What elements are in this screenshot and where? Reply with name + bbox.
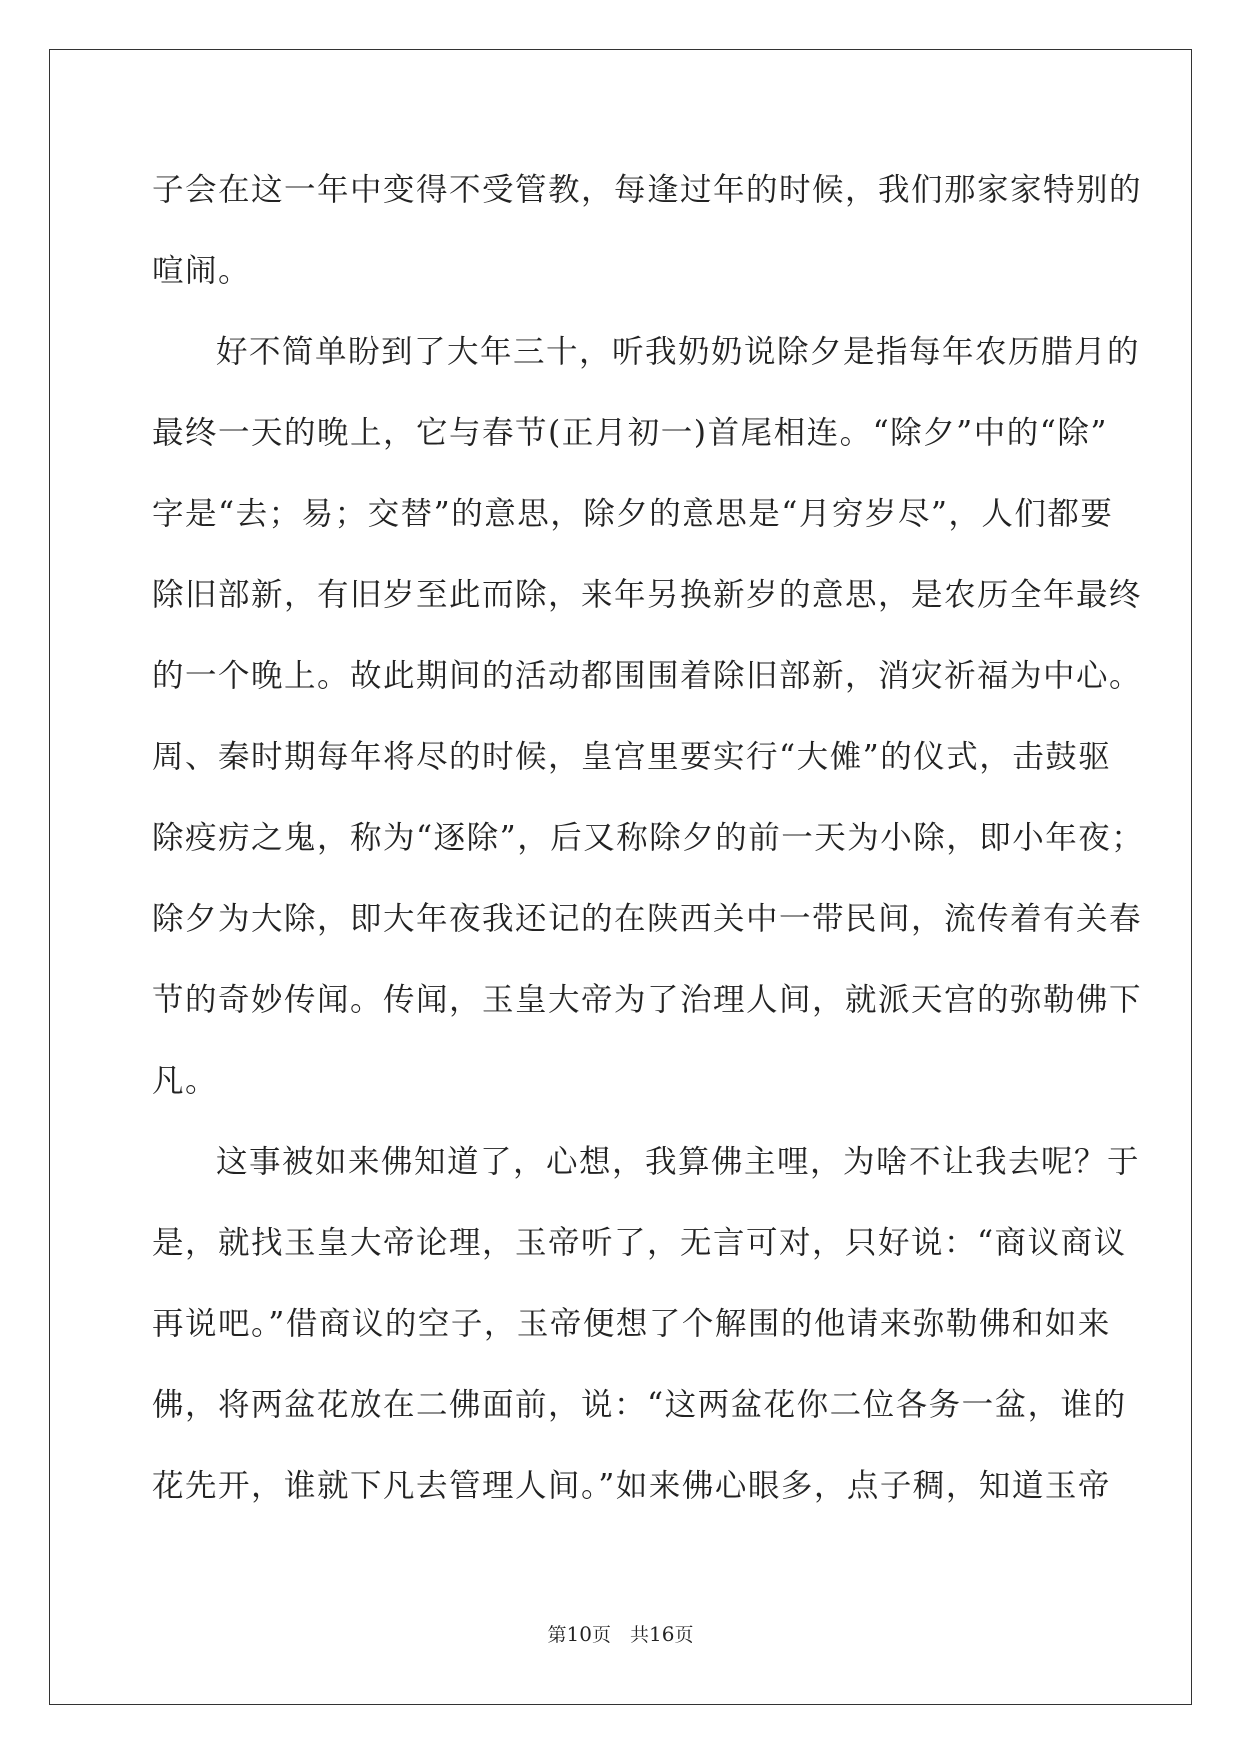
text-line: 花先开，谁就下凡去管理人间。”如来佛心眼多，点子稠，知道玉帝 [152,1468,1111,1504]
text-line: 节的奇妙传闻。传闻，玉皇大帝为了治理人间，就派天宫的弥勒佛下 [152,982,1143,1018]
text-line: 最终一天的晚上，它与春节(正月初一)首尾相连。“除夕”中的“除” [152,415,1108,451]
text-line: 再说吧。”借商议的空子，玉帝便想了个解围的他请来弥勒佛和如来 [152,1306,1111,1342]
text-line: 这事被如来佛知道了，心想，我算佛主哩，为啥不让我去呢？于 [216,1144,1141,1180]
text-line: 除旧部新，有旧岁至此而除，来年另换新岁的意思，是农历全年最终 [152,577,1143,613]
text-line: 的一个晚上。故此期间的活动都围围着除旧部新，消灾祈福为中心。 [152,658,1143,694]
text-line: 除夕为大除，即大年夜我还记的在陕西关中一带民间，流传着有关春 [152,901,1143,937]
text-line: 周、秦时期每年将尽的时候，皇宫里要实行“大傩”的仪式，击鼓驱 [152,739,1112,775]
text-line: 除疫疠之鬼，称为“逐除”，后又称除夕的前一天为小除，即小年夜； [152,820,1145,856]
text-line: 字是“去；易；交替”的意思，除夕的意思是“月穷岁尽”，人们都要 [152,496,1114,532]
document-body [152,158,1145,1535]
text-line: 凡。 [152,1063,219,1099]
page-label-suffix: 页 [674,1624,694,1646]
page-label-prefix: 第 [547,1624,567,1646]
text-line: 好不简单盼到了大年三十，听我奶奶说除夕是指每年农历腊月的 [216,334,1141,370]
page-total-number: 16 [649,1622,675,1646]
page-current-number: 10 [566,1622,592,1646]
text-line: 是，就找玉皇大帝论理，玉帝听了，无言可对，只好说：“商议商议 [152,1225,1127,1261]
page-footer [0,1622,1241,1647]
text-line: 佛，将两盆花放在二佛面前，说：“这两盆花你二位各务一盆，谁的 [152,1387,1127,1423]
text-line: 喧闹。 [152,253,252,289]
text-line: 子会在这一年中变得不受管教，每逢过年的时候，我们那家家特别的 [152,172,1143,208]
page-label-middle: 页 共 [591,1624,649,1646]
